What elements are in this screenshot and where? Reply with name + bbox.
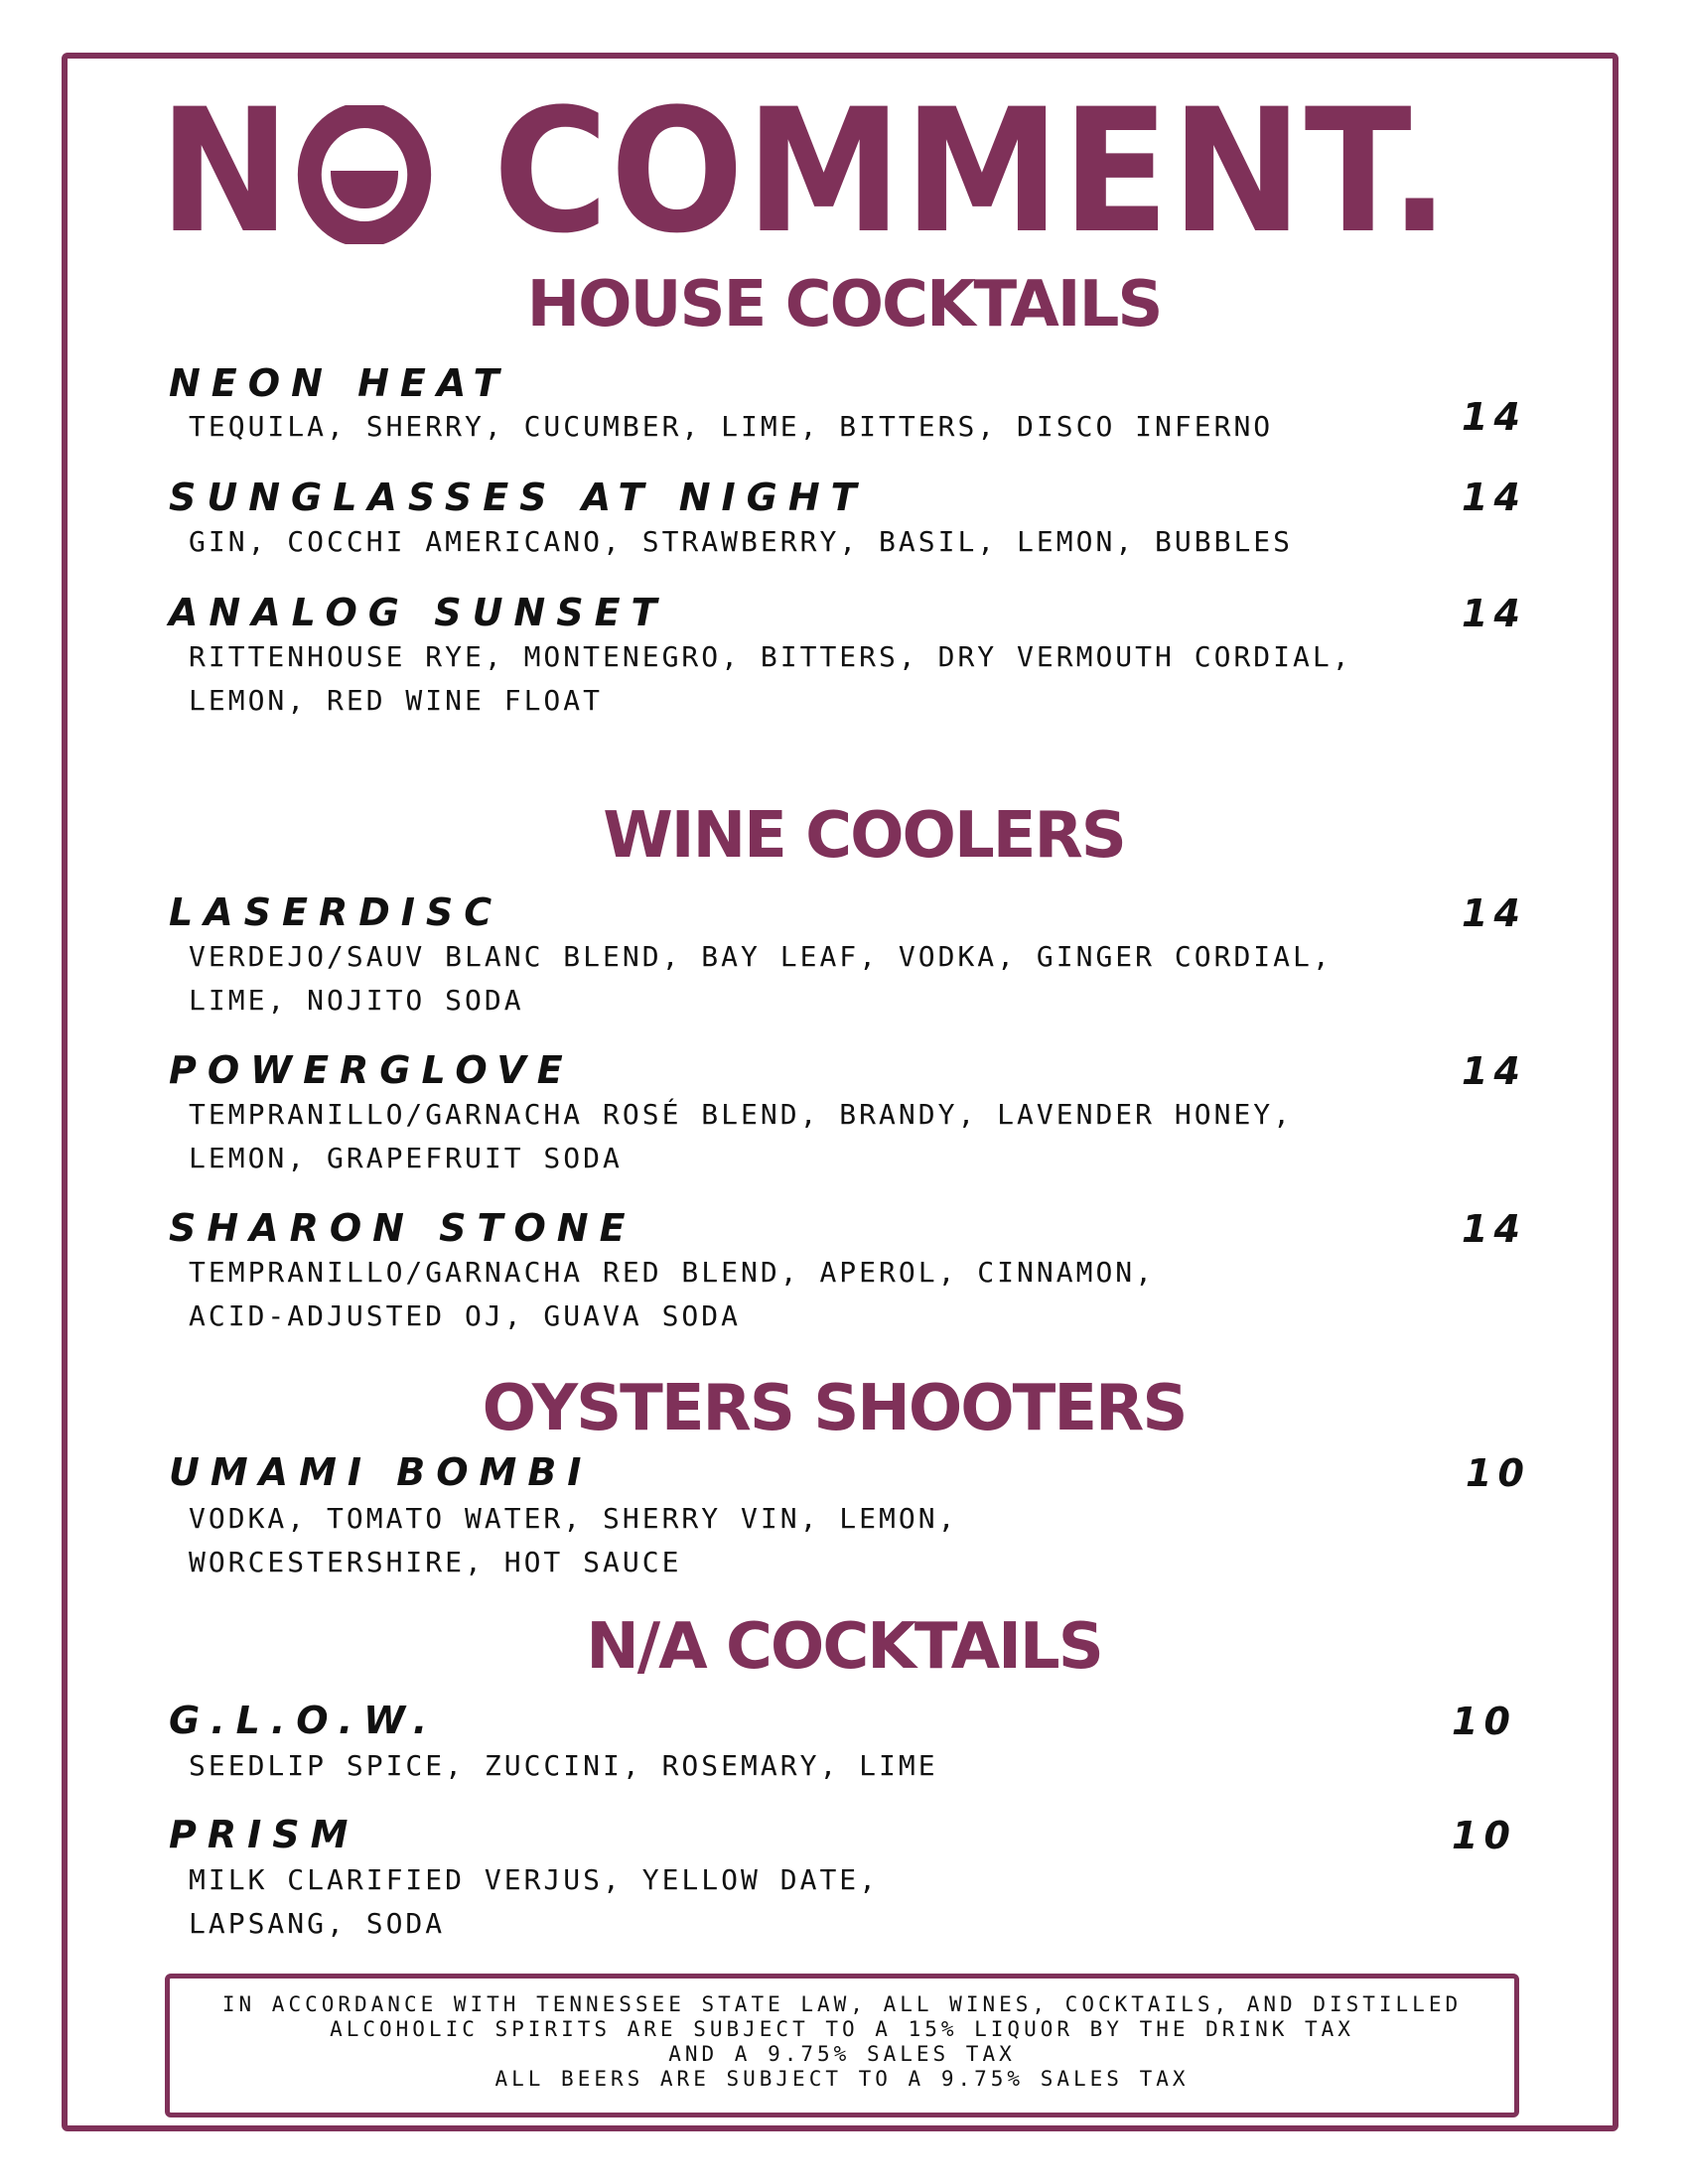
section-house-cocktails: HOUSE COCKTAILS	[526, 268, 1162, 341]
tax-notice-line: ALCOHOLIC SPIRITS ARE SUBJECT TO A 15% LIQUOR BY THE DRINK TAX	[330, 2017, 1354, 2041]
item-name-sunglasses-at-night: SUNGLASSES AT NIGHT	[169, 476, 868, 519]
item-price-powerglove: 14	[1462, 1049, 1526, 1093]
item-desc-prism: MILK CLARIFIED VERJUS, YELLOW DATE, LAPSANG, SODA	[189, 1863, 880, 1940]
item-desc-glow: SEEDLIP SPICE, ZUCCINI, ROSEMARY, LIME	[189, 1749, 938, 1782]
item-name-analog-sunset: ANALOG SUNSET	[169, 591, 668, 634]
item-desc-neon-heat: TEQUILA, SHERRY, CUCUMBER, LIME, BITTERS, DISCO INFERNO	[189, 410, 1274, 443]
logo-word-comment: COMMENT.	[492, 71, 1452, 271]
tax-notice-line: ALL BEERS ARE SUBJECT TO A 9.75% SALES TAX	[494, 2067, 1190, 2091]
item-name-sharon-stone: SHARON STONE	[169, 1206, 636, 1250]
section-oysters-shooters: OYSTERS SHOOTERS	[482, 1372, 1187, 1445]
brand-logo	[159, 71, 1452, 271]
tax-notice-box	[165, 1974, 1519, 2117]
wine-glass-o-icon	[296, 101, 433, 240]
item-name-prism: PRISM	[169, 1813, 359, 1856]
item-price-sunglasses-at-night: 14	[1462, 476, 1526, 519]
item-name-glow: G.L.O.W.	[169, 1699, 439, 1742]
logo-letter-n: N	[159, 71, 293, 271]
item-desc-laserdisc: VERDEJO/SAUV BLANC BLEND, BAY LEAF, VODKA, GINGER CORDIAL, LIME, NOJITO SODA	[189, 940, 1333, 1017]
item-desc-umami-bombi: VODKA, TOMATO WATER, SHERRY VIN, LEMON, WORCESTERSHIRE, HOT SAUCE	[189, 1502, 958, 1578]
item-name-laserdisc: LASERDISC	[169, 890, 503, 934]
item-desc-powerglove: TEMPRANILLO/GARNACHA ROSÉ BLEND, BRANDY, LAVENDER HONEY, LEMON, GRAPEFRUIT SODA	[189, 1098, 1294, 1174]
item-name-powerglove: POWERGLOVE	[169, 1048, 574, 1092]
item-price-prism: 10	[1452, 1814, 1516, 1857]
item-desc-sharon-stone: TEMPRANILLO/GARNACHA RED BLEND, APEROL, CINNAMON, ACID-ADJUSTED OJ, GUAVA SODA	[189, 1256, 1156, 1332]
item-price-neon-heat: 14	[1462, 395, 1526, 439]
tax-notice-line: AND A 9.75% SALES TAX	[668, 2042, 1016, 2066]
section-wine-coolers: WINE COOLERS	[603, 799, 1125, 873]
item-price-umami-bombi: 10	[1466, 1451, 1530, 1495]
item-desc-sunglasses-at-night: GIN, COCCHI AMERICANO, STRAWBERRY, BASIL, LEMON, BUBBLES	[189, 525, 1294, 558]
tax-notice-line: IN ACCORDANCE WITH TENNESSEE STATE LAW, ALL WINES, COCKTAILS, AND DISTILLED	[221, 1992, 1463, 2016]
item-price-analog-sunset: 14	[1462, 592, 1526, 635]
section-na-cocktails: N/A COCKTAILS	[586, 1610, 1102, 1684]
item-price-sharon-stone: 14	[1462, 1207, 1526, 1251]
item-price-glow: 10	[1452, 1700, 1516, 1743]
item-desc-analog-sunset: RITTENHOUSE RYE, MONTENEGRO, BITTERS, DRY VERMOUTH CORDIAL, LEMON, RED WINE FLOAT	[189, 640, 1352, 717]
item-price-laserdisc: 14	[1462, 891, 1526, 935]
item-name-umami-bombi: UMAMI BOMBI	[169, 1450, 593, 1494]
item-name-neon-heat: NEON HEAT	[169, 361, 510, 405]
